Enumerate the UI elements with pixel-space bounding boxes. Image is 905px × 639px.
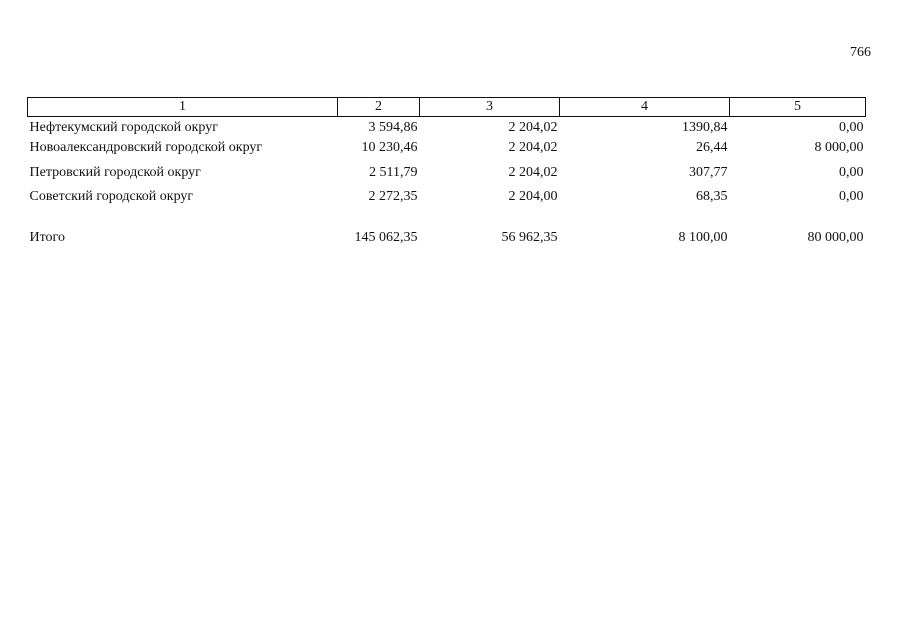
column-header-5: 5 — [730, 98, 866, 117]
value-cell: 2 204,00 — [508, 189, 558, 204]
value-cell: 2 272,35 — [368, 189, 418, 204]
data-table-container — [27, 97, 865, 247]
table-row — [28, 185, 866, 209]
total-label-cell: Итого — [29, 230, 65, 245]
value-cell: 68,35 — [696, 189, 728, 204]
value-cell: 2 204,02 — [508, 120, 558, 135]
row-name-cell: Петровский городской округ — [29, 165, 201, 180]
value-cell: 0,00 — [839, 120, 864, 135]
value-cell: 307,77 — [689, 165, 728, 180]
value-cell: 0,00 — [839, 189, 864, 204]
table-body — [28, 117, 866, 248]
column-header-1: 1 — [28, 98, 338, 117]
table-row — [28, 137, 866, 159]
total-value-cell: 8 100,00 — [678, 230, 728, 245]
value-cell: 2 204,02 — [508, 165, 558, 180]
value-cell: 1390,84 — [682, 120, 728, 135]
table-row — [28, 159, 866, 185]
table-header — [28, 98, 866, 117]
total-value-cell: 145 062,35 — [354, 230, 418, 245]
value-cell: 10 230,46 — [361, 140, 418, 155]
spacer-row — [28, 209, 866, 229]
column-header-2: 2 — [338, 98, 420, 117]
page-number: 766 — [850, 45, 871, 60]
value-cell: 3 594,86 — [368, 120, 418, 135]
value-cell: 8 000,00 — [814, 140, 864, 155]
column-header-4: 4 — [560, 98, 730, 117]
value-cell: 2 204,02 — [508, 140, 558, 155]
total-row — [28, 229, 866, 247]
row-name-cell: Новоалександровский городской округ — [29, 140, 263, 155]
header-row — [28, 98, 866, 117]
row-name-cell: Нефтекумский городской округ — [29, 120, 218, 135]
table-row — [28, 117, 866, 138]
total-value-cell: 80 000,00 — [807, 230, 864, 245]
column-header-3: 3 — [420, 98, 560, 117]
row-name-cell: Советский городской округ — [29, 189, 194, 204]
value-cell: 0,00 — [839, 165, 864, 180]
data-table — [27, 97, 866, 247]
total-value-cell: 56 962,35 — [501, 230, 558, 245]
value-cell: 26,44 — [696, 140, 728, 155]
value-cell: 2 511,79 — [369, 165, 418, 180]
